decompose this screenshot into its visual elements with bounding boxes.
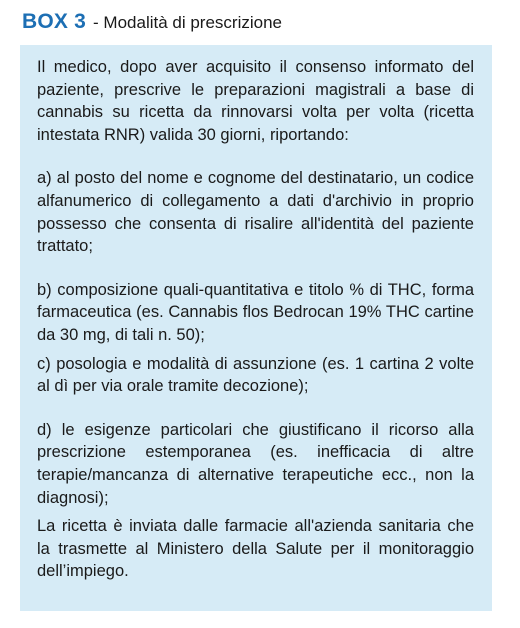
box-label: BOX 3 bbox=[22, 10, 87, 33]
spacer bbox=[37, 146, 474, 167]
item-c-paragraph: c) posologia e modalità di assunzione (es. 1 cartina 2 volte al dì per via orale tramite decozione); bbox=[37, 354, 474, 396]
item-d-paragraph: d) le esigenze particolari che giustificano il ricorso alla prescrizione estemporanea (es. inefficacia di altre terapie/mancanza di alternative terapeutiche ecc., non la diagnosi); bbox=[37, 420, 474, 507]
box-subtitle: - Modalità di prescrizione bbox=[93, 13, 282, 32]
spacer bbox=[37, 258, 474, 279]
box-header bbox=[22, 10, 282, 40]
item-a-paragraph: a) al posto del nome e cognome del destinatario, un codice alfanumerico di collegamento a dati d'archivio in proprio possesso che consenta di risalire all'identità del paziente trattato; bbox=[37, 169, 474, 256]
closing-paragraph: La ricetta è inviata dalle farmacie all'azienda sanitaria che la trasmette al Ministero della Salute per il monitoraggio dell’impiego. bbox=[37, 517, 474, 581]
spacer bbox=[37, 398, 474, 419]
box-content-panel bbox=[20, 45, 492, 611]
intro-paragraph: Il medico, dopo aver acquisito il consenso informato del paziente, prescrive le preparazioni magistrali a base di cannabis su ricetta da rinnovarsi volta per volta (ricetta intestata RNR) valida 30 giorni, riportando: bbox=[37, 58, 474, 144]
item-b-paragraph: b) composizione quali-quantitativa e titolo % di THC, forma farmaceutica (es. Cannabis flos Bedrocan 19% THC cartine da 30 mg, di tali n. 50); bbox=[37, 280, 474, 344]
